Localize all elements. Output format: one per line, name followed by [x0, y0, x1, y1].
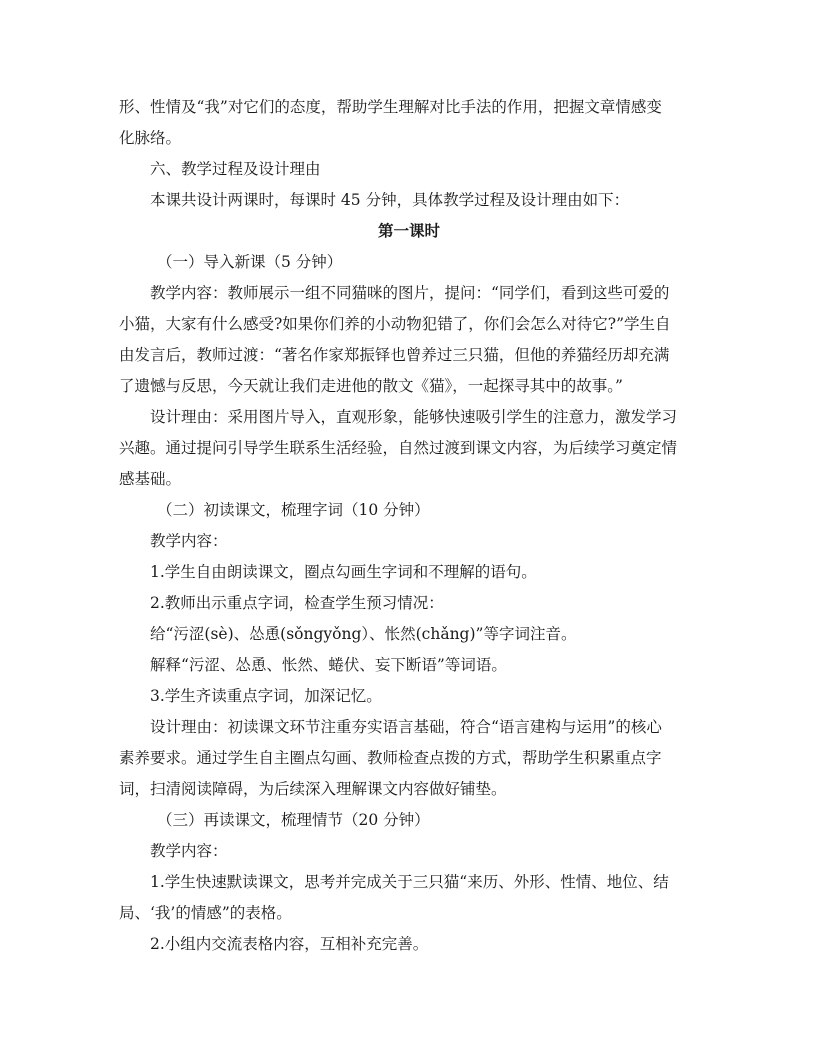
paragraph-line: 兴趣。通过提问引导学生联系生活经验，自然过渡到课文内容，为后续学习奠定情 [119, 439, 678, 457]
paragraph-line: 词，扫清阅读障碍，为后续深入理解课文内容做好铺垫。 [119, 780, 507, 798]
paragraph-line: 了遗憾与反思，今天就让我们走进他的散文《猫》，一起探寻其中的故事。” [119, 377, 623, 395]
subsection-heading: （二）初读课文，梳理字词（10 分钟） [157, 501, 430, 519]
list-item: 2.教师出示重点字词，检查学生预习情况： [150, 594, 444, 612]
paragraph-line: 局、‘我’的情感”的表格。 [119, 904, 292, 922]
paragraph-line: 给“污涩(sè)、怂恿(sǒngyǒng）、怅然(chǎng)”等字词注音。 [150, 625, 577, 643]
paragraph-line: 素养要求。通过学生自主圈点勾画、教师检查点拨的方式，帮助学生积累重点字 [119, 749, 662, 767]
paragraph-line: 形、性情及“我”对它们的态度，帮助学生理解对比手法的作用，把握文章情感变 [119, 98, 662, 116]
subsection-heading: （一）导入新课（5 分钟） [157, 253, 343, 271]
paragraph-line: 化脉络。 [119, 129, 182, 147]
paragraph-line: 教学内容：教师展示一组不同猫咪的图片，提问：“同学们，看到这些可爱的 [150, 284, 670, 302]
section-heading: 六、教学过程及设计理由 [150, 160, 321, 178]
list-item: 1.学生自由朗读课文，圈点勾画生字词和不理解的语句。 [150, 563, 537, 581]
list-item: 3.学生齐读重点字词，加深记忆。 [150, 687, 382, 705]
paragraph-line: 解释“污涩、怂恿、怅然、蜷伏、妄下断语”等词语。 [150, 656, 507, 674]
list-item: 1.学生快速默读课文，思考并完成关于三只猫“来历、外形、性情、地位、结 [150, 873, 669, 891]
subsection-heading: （三）再读课文，梳理情节（20 分钟） [157, 811, 430, 829]
paragraph-line: 教学内容： [150, 842, 228, 860]
paragraph-line: 小猫，大家有什么感受?如果你们养的小动物犯错了，你们会怎么对待它?”学生自 [119, 315, 671, 333]
paragraph-line: 本课共设计两课时，每课时 45 分钟，具体教学过程及设计理由如下： [150, 191, 630, 209]
paragraph-line: 设计理由：采用图片导入，直观形象，能够快速吸引学生的注意力，激发学习 [150, 408, 678, 426]
paragraph-line: 设计理由：初读课文环节注重夯实语言基础，符合“语言建构与运用”的核心 [150, 718, 662, 736]
lesson-heading: 第一课时 [377, 221, 440, 240]
paragraph-line: 由发言后，教师过渡：“著名作家郑振铎也曾养过三只猫，但他的养猫经历却充满 [119, 346, 670, 364]
paragraph-line: 教学内容： [150, 532, 228, 550]
paragraph-line: 感基础。 [119, 470, 182, 488]
list-item: 2.小组内交流表格内容，互相补充完善。 [150, 935, 429, 953]
